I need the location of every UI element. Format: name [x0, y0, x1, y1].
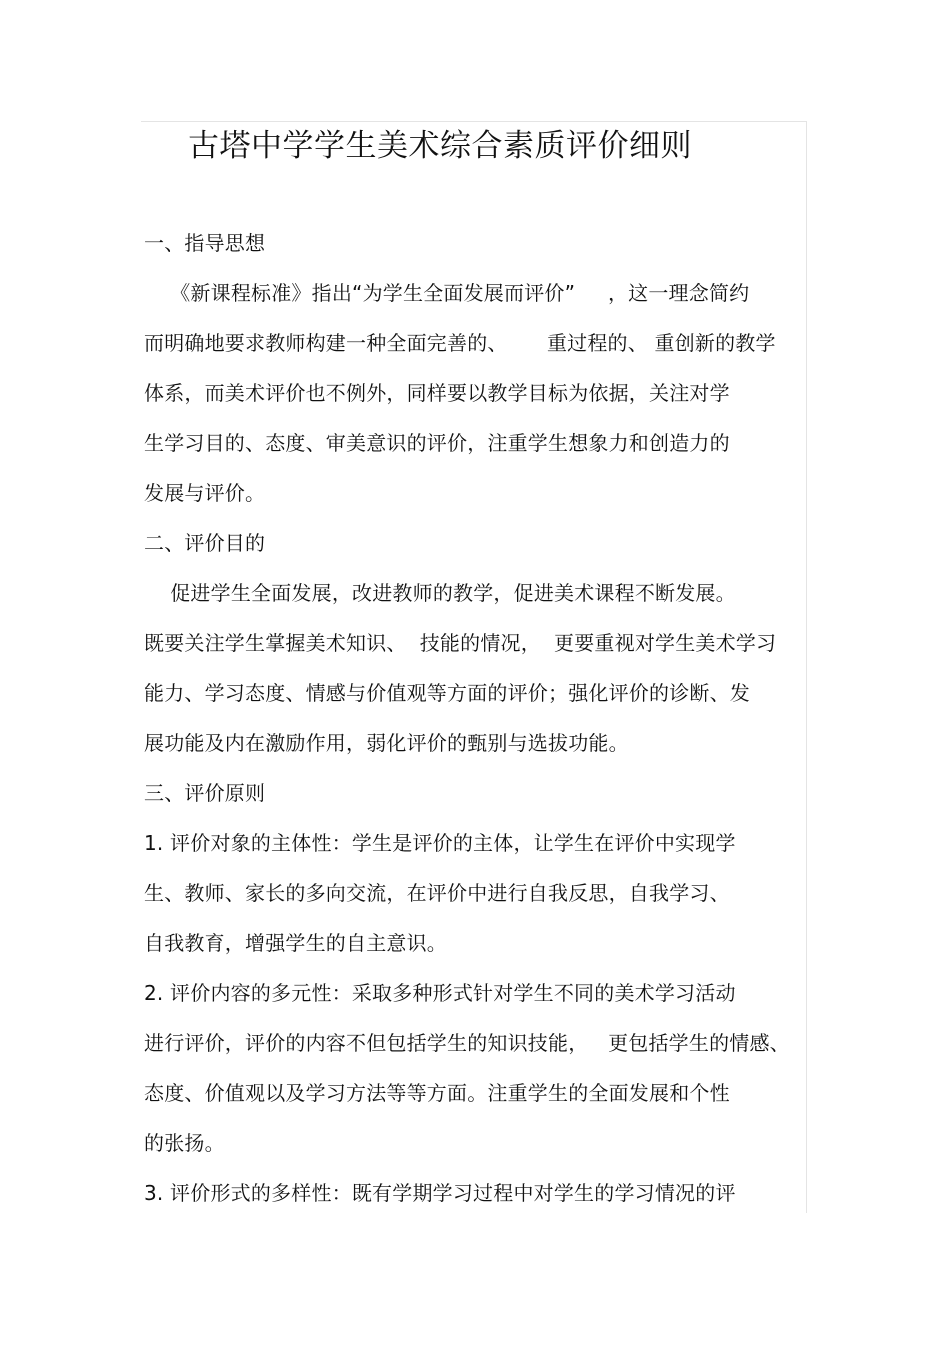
paragraph-line: 而明确地要求教师构建一种全面完善的、 重过程的、 重创新的教学	[144, 331, 776, 355]
document-title: 古塔中学学生美术综合素质评价细则	[188, 128, 692, 164]
paragraph-line: 《新课程标准》指出“为学生全面发展而评价” ，这一理念简约	[144, 281, 750, 305]
paragraph-line: 能力、学习态度、情感与价值观等方面的评价；强化评价的诊断、发	[144, 681, 750, 705]
paragraph-line: 发展与评价。	[144, 481, 266, 505]
paragraph-line: 体系，而美术评价也不例外，同样要以教学目标为依据，关注对学	[144, 381, 730, 405]
list-item-line: 态度、价值观以及学习方法等等方面。注重学生的全面发展和个性	[144, 1081, 730, 1105]
section-heading-evaluation-principles: 三、评价原则	[144, 781, 266, 805]
paragraph-line: 生学习目的、态度、审美意识的评价，注重学生想象力和创造力的	[144, 431, 730, 455]
paragraph-line: 展功能及内在激励作用，弱化评价的甄别与选拔功能。	[144, 731, 629, 755]
list-item-line: 自我教育，增强学生的自主意识。	[144, 931, 447, 955]
list-item-line: 3. 评价形式的多样性：既有学期学习过程中对学生的学习情况的评	[144, 1181, 736, 1205]
list-item-line: 进行评价，评价的内容不但包括学生的知识技能， 更包括学生的情感、	[144, 1031, 790, 1055]
paragraph-line: 既要关注学生掌握美术知识、 技能的情况， 更要重视对学生美术学习	[144, 631, 777, 655]
list-item-line: 1. 评价对象的主体性：学生是评价的主体，让学生在评价中实现学	[144, 831, 736, 855]
section-heading-guiding-thought: 一、指导思想	[144, 231, 266, 255]
paragraph-line: 促进学生全面发展，改进教师的教学，促进美术课程不断发展。	[144, 581, 736, 605]
list-item-line: 生、教师、家长的多向交流，在评价中进行自我反思，自我学习、	[144, 881, 730, 905]
list-item-line: 的张扬。	[144, 1131, 225, 1155]
section-heading-evaluation-purpose: 二、评价目的	[144, 531, 266, 555]
list-item-line: 2. 评价内容的多元性：采取多种形式针对学生不同的美术学习活动	[144, 981, 736, 1005]
